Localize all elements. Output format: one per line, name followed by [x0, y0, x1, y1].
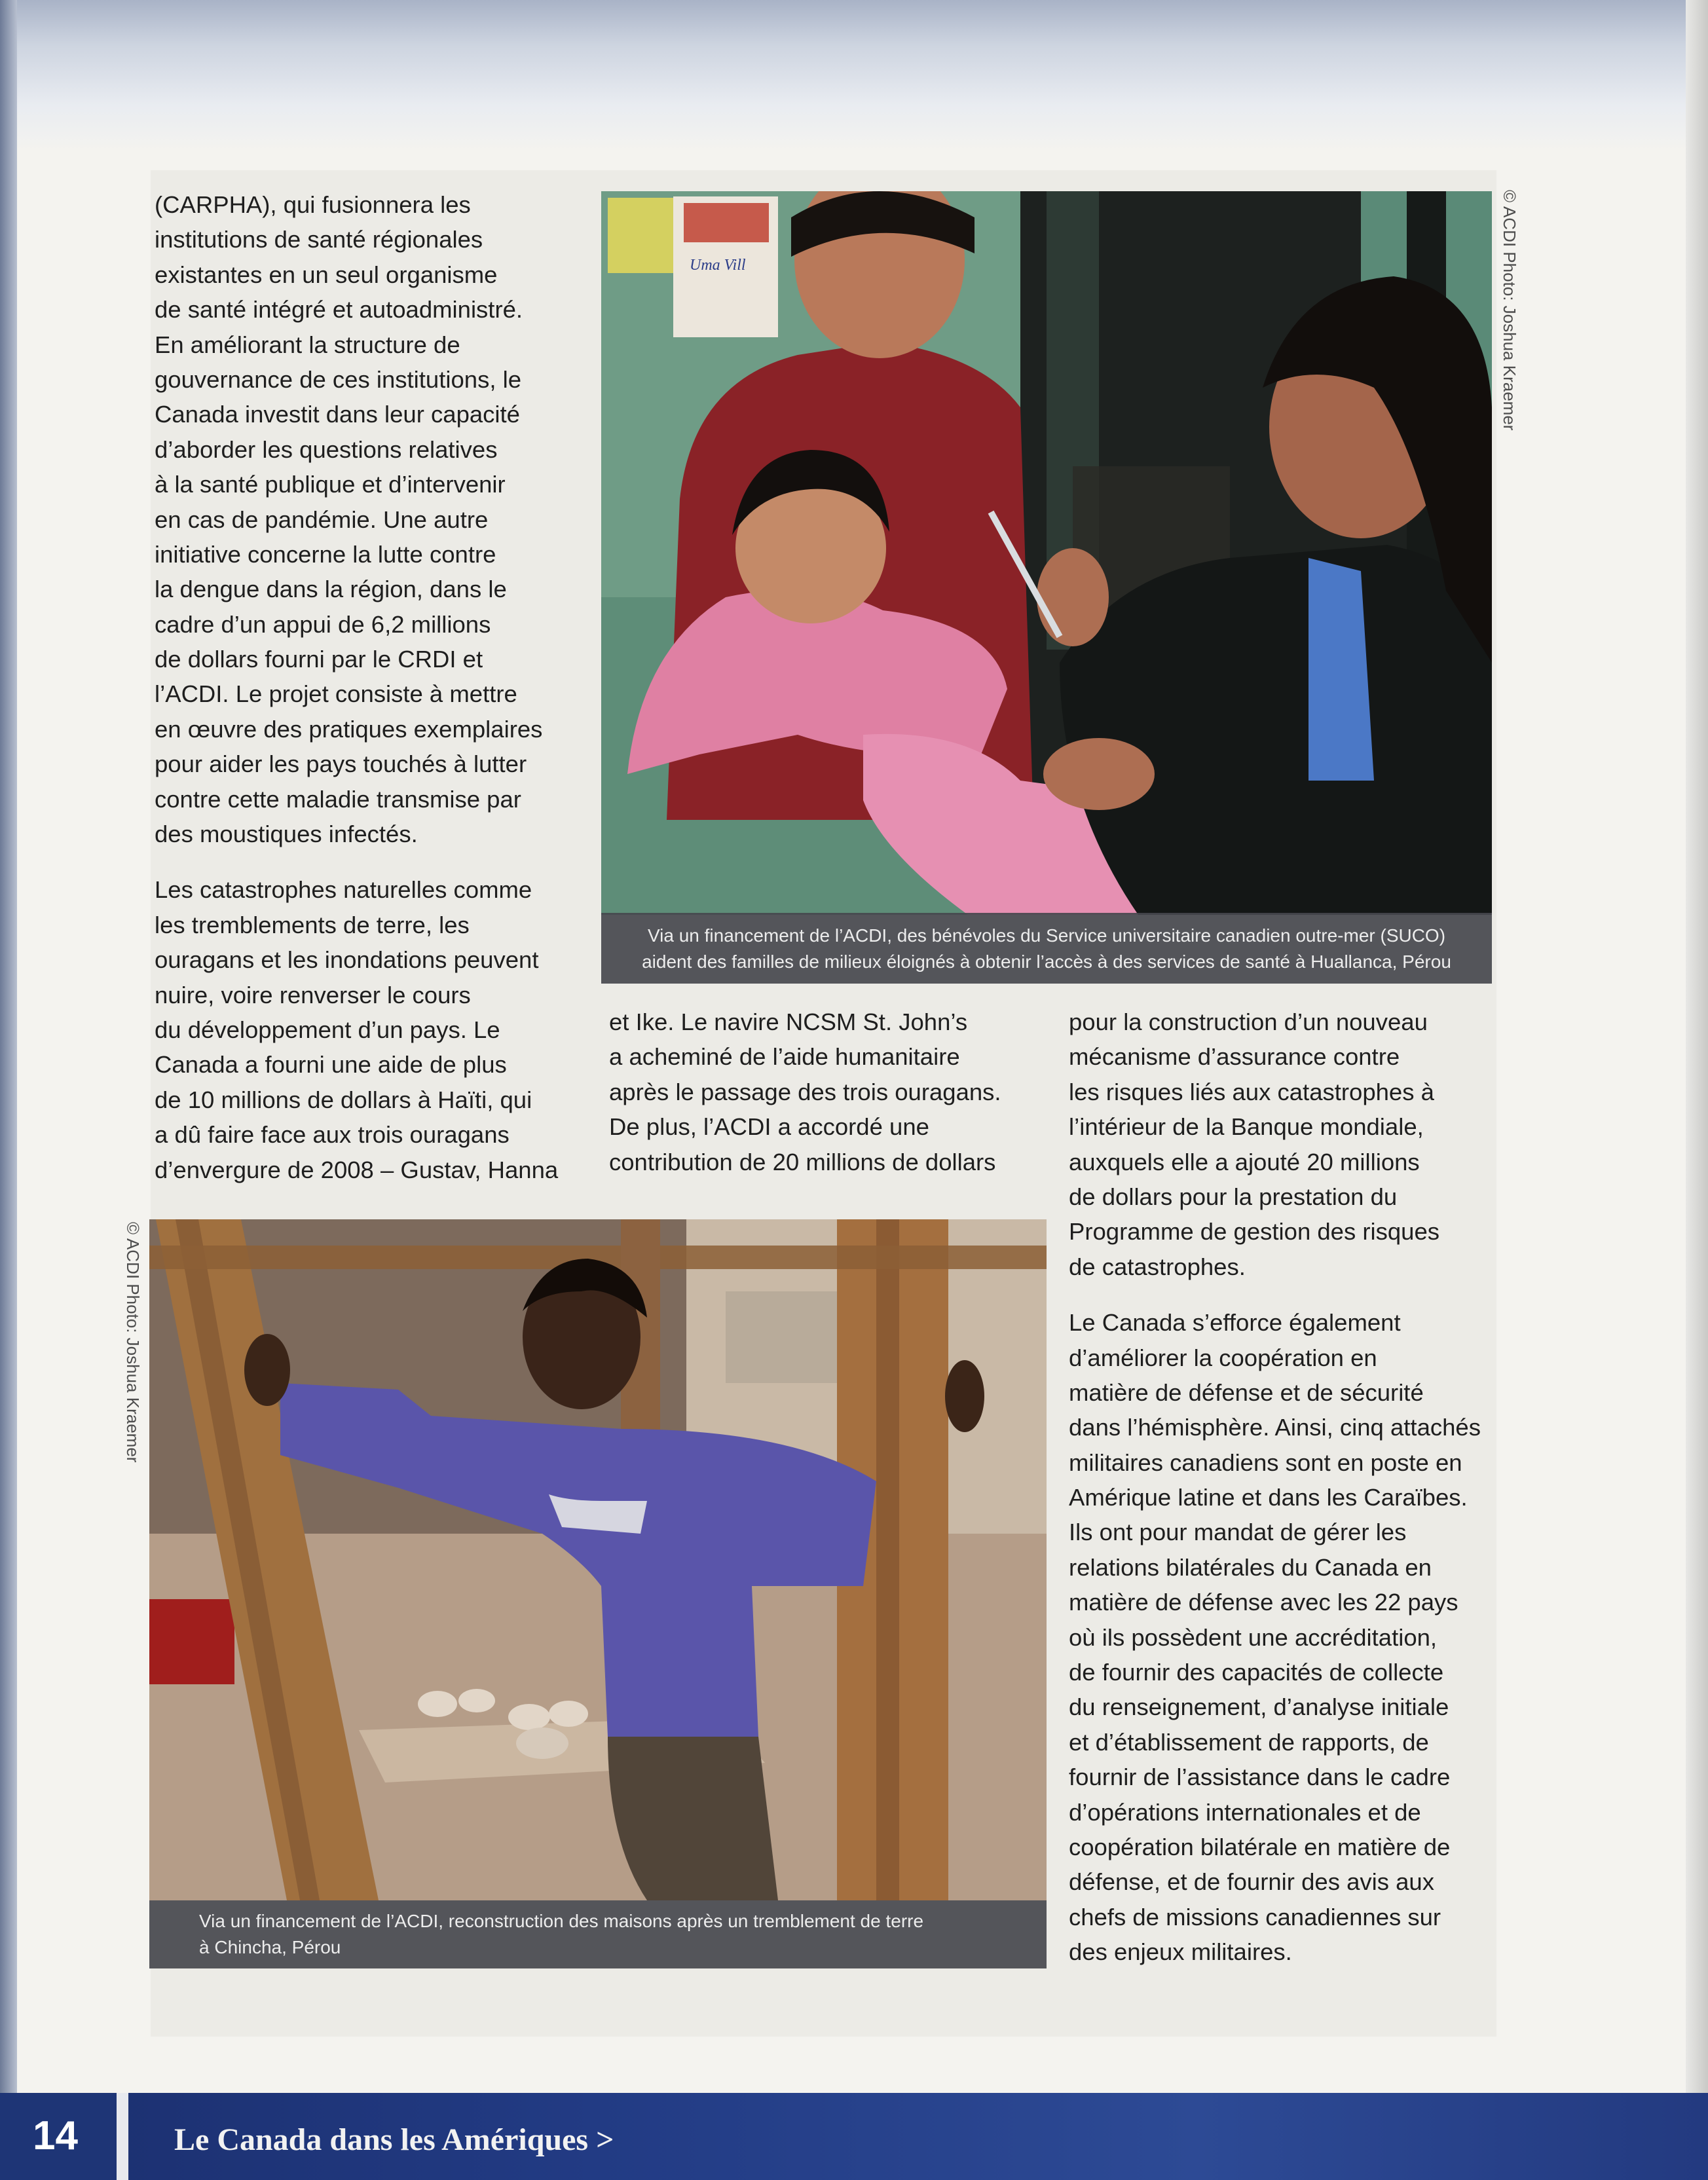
text-line: De plus, l’ACDI a accordé une	[609, 1113, 929, 1141]
text-line: les tremblements de terre, les	[155, 911, 470, 938]
text-line: Amérique latine et dans les Caraïbes.	[1069, 1484, 1468, 1511]
text-line: pour aider les pays touchés à lutter	[155, 750, 527, 778]
photo-credit-bottom: © ACDI Photo: Joshua Kraemer	[123, 1222, 143, 1463]
text-line: Ils ont pour mandat de gérer les	[1069, 1519, 1407, 1546]
text-line: et Ike. Le navire NCSM St. John’s	[609, 1008, 968, 1035]
text-column-3	[1069, 1005, 1481, 1970]
text-line: Le Canada s’efforce également	[1069, 1309, 1401, 1337]
text-line: fournir de l’assistance dans le cadre	[1069, 1764, 1451, 1791]
text-line: la dengue dans la région, dans le	[155, 576, 507, 603]
text-line: l’ACDI. Le projet consiste à mettre	[155, 680, 517, 708]
footer-publication-title[interactable]: Le Canada dans les Amériques >	[174, 2122, 614, 2157]
photo-credit-top: © ACDI Photo: Joshua Kraemer	[1500, 190, 1519, 431]
text-line: En améliorant la structure de	[155, 331, 460, 358]
text-line: Les catastrophes naturelles comme	[155, 876, 532, 904]
text-line: mécanisme d’assurance contre	[1069, 1043, 1400, 1071]
text-line: chefs de missions canadiennes sur	[1069, 1903, 1441, 1931]
page-top-shadow	[0, 0, 1708, 151]
text-line: matière de défense avec les 22 pays	[1069, 1589, 1458, 1616]
text-line: relations bilatérales du Canada en	[1069, 1553, 1432, 1581]
text-line: pour la construction d’un nouveau	[1069, 1008, 1428, 1035]
text-line: de dollars pour la prestation du	[1069, 1183, 1398, 1210]
text-line: de 10 millions de dollars à Haïti, qui	[155, 1086, 532, 1113]
text-line: a dû faire face aux trois ouragans	[155, 1121, 510, 1149]
page-right-edge	[1686, 0, 1708, 2180]
caption-line: Via un financement de l’ACDI, reconstruction des maisons après un tremblement de terre	[199, 1911, 924, 1931]
text-line: en cas de pandémie. Une autre	[155, 506, 489, 533]
paragraph-assurance	[1069, 1005, 1481, 1284]
text-line: gouvernance de ces institutions, le	[155, 365, 522, 393]
text-line: d’opérations internationales et de	[1069, 1798, 1421, 1826]
text-line: militaires canadiens sont en poste en	[1069, 1449, 1462, 1476]
poster-text: Uma Vill	[690, 257, 746, 274]
text-line: à la santé publique et d’intervenir	[155, 471, 506, 498]
text-line: défense, et de fournir des avis aux	[1069, 1868, 1434, 1896]
text-line: les risques liés aux catastrophes à	[1069, 1078, 1434, 1105]
text-line: dans l’hémisphère. Ainsi, cinq attachés	[1069, 1414, 1481, 1441]
text-line: du développement d’un pays. Le	[155, 1016, 500, 1043]
text-line: coopération bilatérale en matière de	[1069, 1833, 1451, 1860]
page-number: 14	[33, 2113, 78, 2158]
text-line: de dollars fourni par le CRDI et	[155, 646, 483, 673]
text-line: de fournir des capacités de collecte	[1069, 1659, 1444, 1686]
text-line: Programme de gestion des risques	[1069, 1218, 1440, 1246]
photo-reconstruction-image	[149, 1219, 1047, 1900]
poster-left-icon	[608, 198, 673, 273]
text-column-1	[155, 187, 558, 1187]
text-line: où ils possèdent une accréditation,	[1069, 1623, 1438, 1651]
text-line: de catastrophes.	[1069, 1253, 1246, 1280]
text-line: de santé intégré et autoadministré.	[155, 296, 523, 323]
text-line: des enjeux militaires.	[1069, 1938, 1292, 1966]
text-line: Canada a fourni une aide de plus	[155, 1051, 507, 1079]
paragraph-gap	[155, 851, 558, 872]
text-line: d’envergure de 2008 – Gustav, Hanna	[155, 1156, 559, 1183]
paragraph-catastrophes	[155, 872, 558, 1187]
page-left-edge	[0, 0, 17, 2180]
text-line: initiative concerne la lutte contre	[155, 540, 496, 568]
text-line: des moustiques infectés.	[155, 821, 418, 848]
text-line: a acheminé de l’aide humanitaire	[609, 1043, 960, 1071]
text-line: en œuvre des pratiques exemplaires	[155, 715, 543, 743]
photo-caption-top-panel	[601, 915, 1492, 984]
paragraph-carpha	[155, 187, 558, 851]
paragraph-gap	[1069, 1284, 1481, 1305]
text-line: après le passage des trois ouragans.	[609, 1078, 1001, 1105]
text-column-2	[609, 1005, 1001, 1179]
text-line: ouragans et les inondations peuvent	[155, 946, 539, 974]
text-line: d’améliorer la coopération en	[1069, 1344, 1377, 1371]
text-line: contre cette maladie transmise par	[155, 785, 521, 813]
photo-reconstruction	[149, 1219, 1047, 1900]
text-line: contribution de 20 millions de dollars	[609, 1148, 996, 1175]
photo-health-clinic-image	[601, 191, 1492, 915]
footer-divider	[117, 2093, 128, 2180]
text-line: et d’établissement de rapports, de	[1069, 1728, 1429, 1756]
text-line: existantes en un seul organisme	[155, 261, 498, 288]
text-line: nuire, voire renverser le cours	[155, 981, 471, 1008]
caption-line: aident des familles de milieux éloignés à obtenir l’accès à des services de santé à Huallanca, Pérou	[642, 951, 1451, 972]
text-line: (CARPHA), qui fusionnera les	[155, 191, 471, 218]
text-line: l’intérieur de la Banque mondiale,	[1069, 1113, 1424, 1141]
text-line: du renseignement, d’analyse initiale	[1069, 1693, 1449, 1721]
photo-health-clinic	[601, 191, 1492, 915]
text-line: Canada investit dans leur capacité	[155, 401, 520, 428]
paragraph-defense	[1069, 1305, 1481, 1969]
caption-line: Via un financement de l’ACDI, des bénévoles du Service universitaire canadien outre-mer (SUCO)	[647, 925, 1446, 946]
photo-caption-bottom	[149, 1900, 1047, 1968]
text-line: matière de défense et de sécurité	[1069, 1378, 1424, 1406]
poster-icon	[673, 196, 778, 337]
text-line: d’aborder les questions relatives	[155, 435, 498, 463]
caption-line: à Chincha, Pérou	[199, 1937, 341, 1957]
text-line: institutions de santé régionales	[155, 226, 483, 253]
text-line: cadre d’un appui de 6,2 millions	[155, 610, 491, 638]
text-line: auxquels elle a ajouté 20 millions	[1069, 1148, 1420, 1175]
